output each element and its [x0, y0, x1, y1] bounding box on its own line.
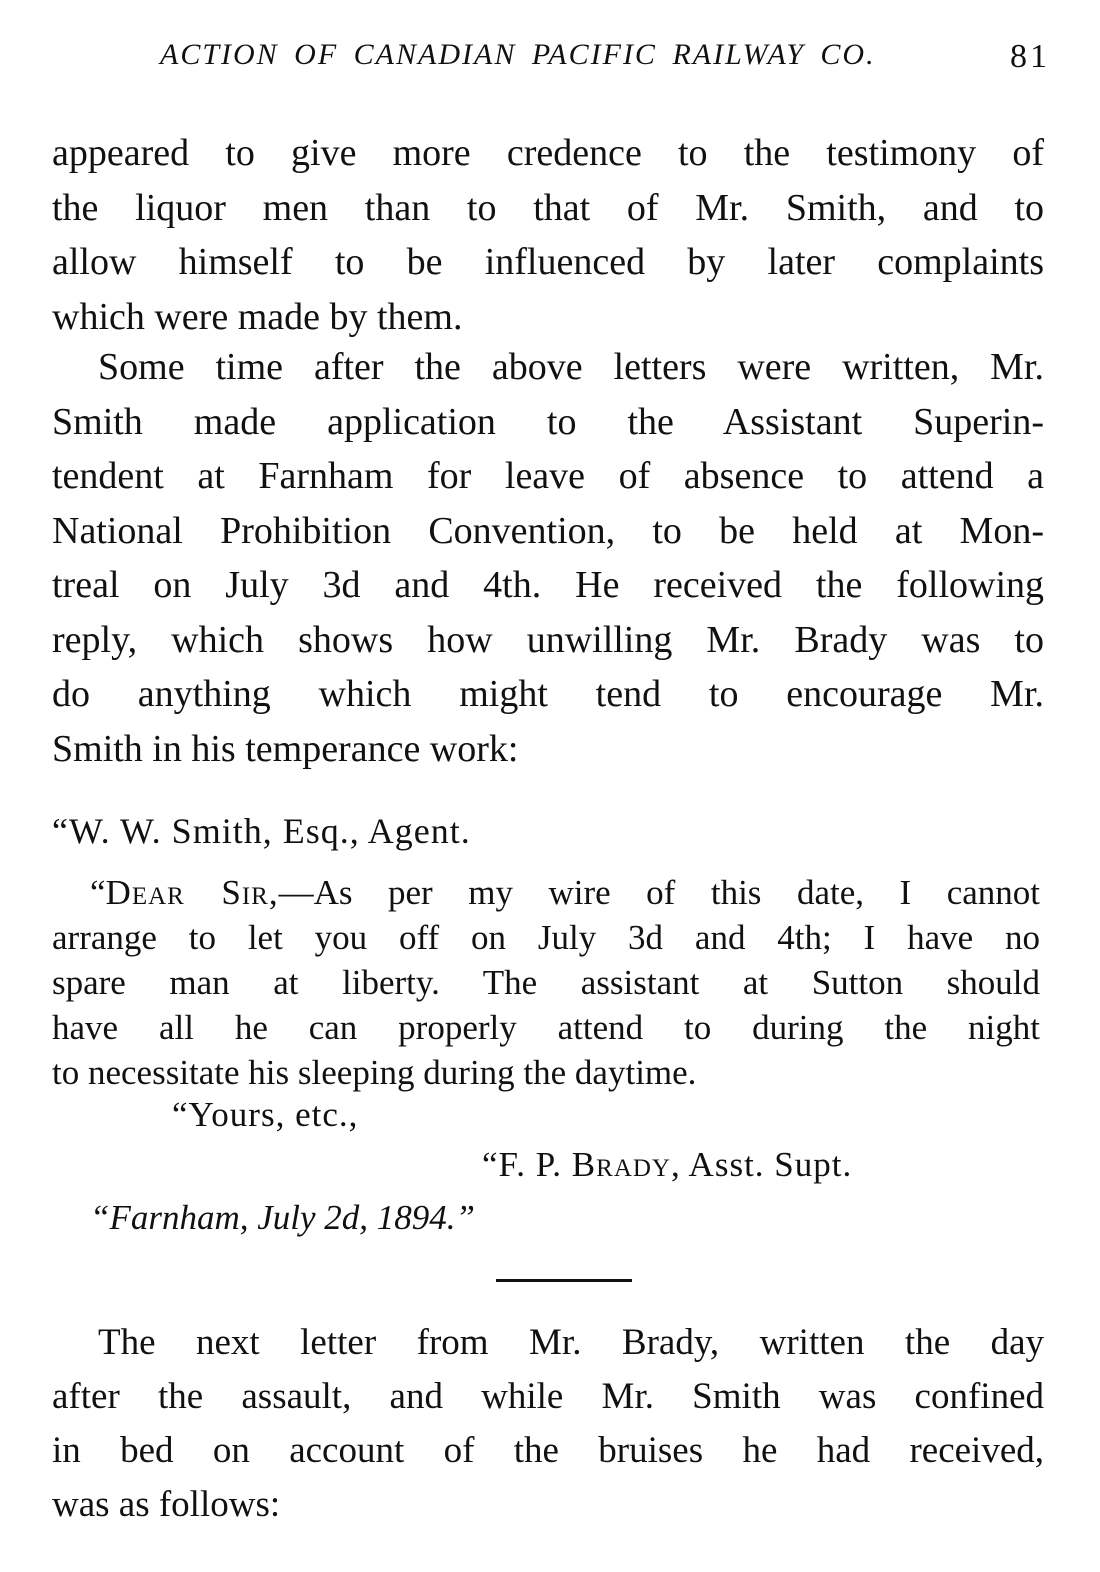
letter-salutation: “W. W. Smith, Esq., Agent. — [52, 811, 471, 851]
text-line: treal on July 3d and 4th. He received the following — [52, 564, 1044, 606]
letter-signature — [482, 1145, 1100, 1185]
text-line: Smith in his temperance work: — [52, 727, 519, 770]
text-line: reply, which shows how unwilling Mr. Brady was to — [52, 618, 1044, 661]
paragraph-2 — [52, 340, 1044, 776]
letter-closing: “Yours, etc., — [172, 1095, 359, 1134]
signature-name: Brady — [571, 1145, 671, 1184]
open-quote: “ — [90, 873, 106, 912]
running-head — [160, 38, 1050, 88]
paragraph-3 — [52, 1316, 1044, 1532]
text-line: do anything which might tend to encourage Mr. — [52, 673, 1044, 715]
text-line: National Prohibition Convention, to be held at Mon- — [52, 509, 1044, 552]
letter-line: spare man at liberty. The assistant at Sutton should — [52, 963, 1040, 1002]
signature-title: , Asst. Supt. — [670, 1145, 853, 1184]
letter-dateline: “Farnham, July 2d, 1894.” — [90, 1198, 475, 1237]
letter-body — [52, 870, 1040, 1095]
text-line: appeared to give more credence to the testimony of — [52, 132, 1044, 174]
text-line: the liquor men than to that of Mr. Smith, and to — [52, 186, 1044, 229]
letter-line: arrange to let you off on July 3d and 4th; I have no — [52, 918, 1040, 957]
text-line: which were made by them. — [52, 295, 463, 338]
page-number: 81 — [1010, 38, 1050, 75]
text-line: allow himself to be influenced by later complaints — [52, 241, 1044, 283]
section-divider — [496, 1279, 632, 1282]
paragraph-1 — [52, 126, 1044, 344]
text-line: The next letter from Mr. Brady, written the day — [98, 1322, 1044, 1363]
text-line: in bed on account of the bruises he had received, — [52, 1430, 1044, 1471]
letter-line-text: —As per my wire of this date, I cannot — [278, 873, 1041, 912]
text-line: Some time after the above letters were written, Mr. — [98, 346, 1044, 388]
text-line: Smith made application to the Assistant Superin- — [52, 400, 1044, 443]
text-line: after the assault, and while Mr. Smith was confined — [52, 1376, 1044, 1417]
letter-greeting: Dear Sir, — [105, 873, 279, 912]
letter-line: to necessitate his sleeping during the daytime. — [52, 1053, 697, 1092]
text-line: tendent at Farnham for leave of absence to attend a — [52, 455, 1044, 497]
letter-line: have all he can properly attend to during the night — [52, 1008, 1040, 1047]
text-line: was as follows: — [52, 1484, 281, 1525]
running-title: ACTION OF CANADIAN PACIFIC RAILWAY CO. — [160, 38, 876, 71]
signature-open: “F. P. — [482, 1145, 572, 1184]
letter-line — [52, 870, 1040, 915]
